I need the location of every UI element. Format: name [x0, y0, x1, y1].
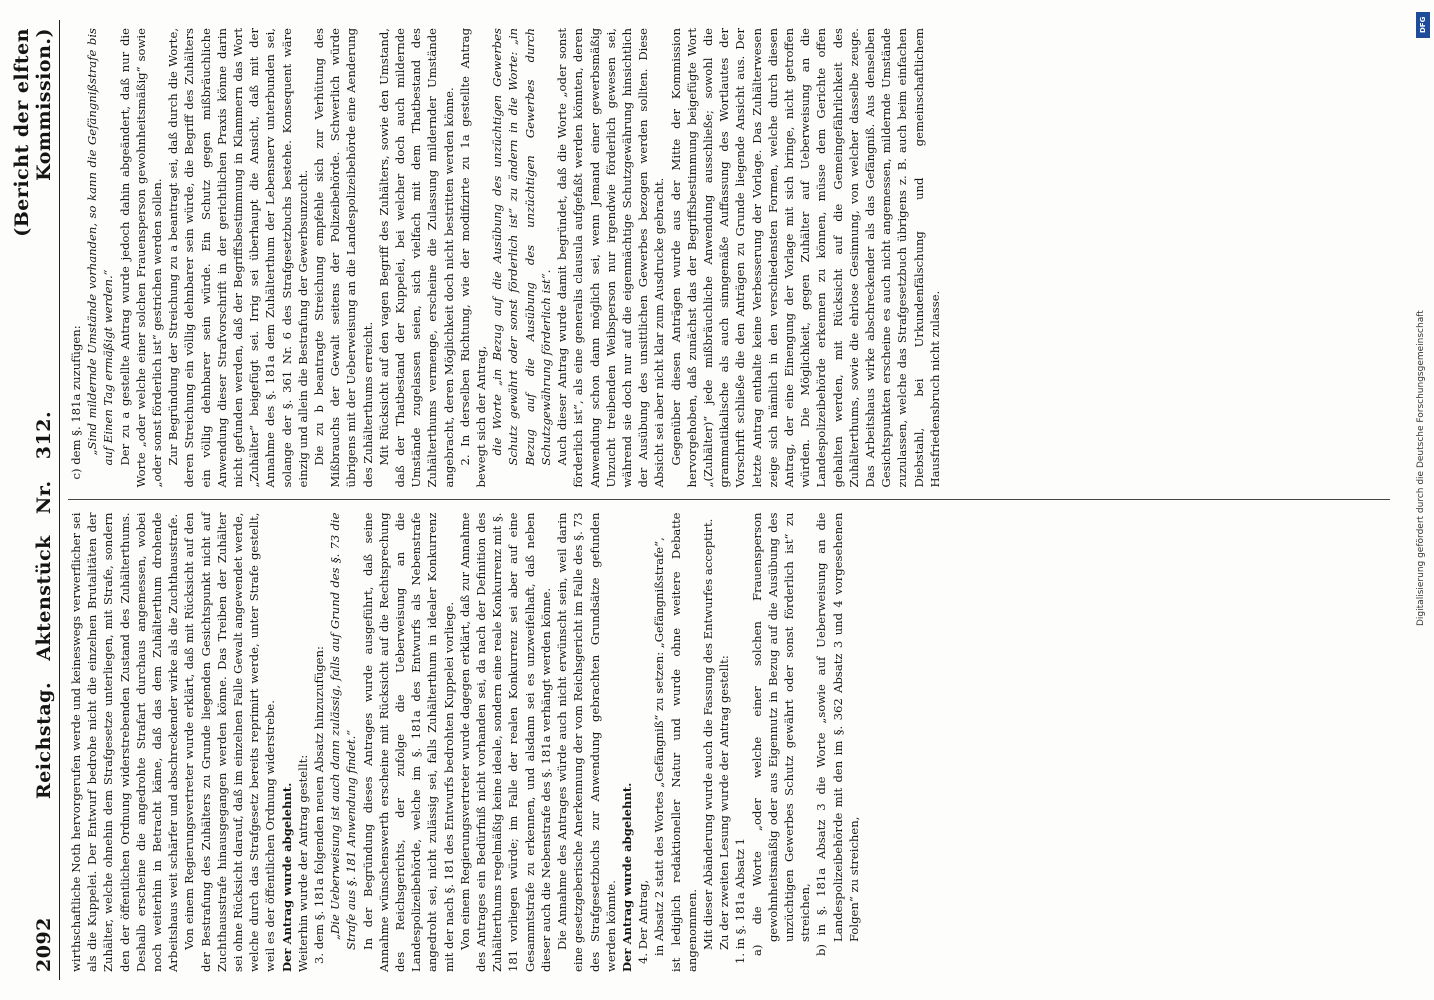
left-column	[68, 505, 1390, 981]
page-header-title: Reichstag. Aktenstück Nr. 312.	[33, 410, 55, 800]
rotated-newspaper-page	[11, 10, 1398, 990]
paragraph: in Absatz 2 statt des Wortes „Gefängniß“ zu setzen: „Gefängnißstrafe“,	[652, 537, 667, 956]
right-column	[68, 20, 1390, 496]
dfg-logo-icon: DFG	[1416, 12, 1430, 38]
page-number: 2092	[33, 917, 55, 972]
paragraph: c) dem §. 181a zuzufügen:	[69, 325, 83, 480]
paragraph: Von einem Regierungsvertreter wurde erklärt, daß mit Rücksicht auf den der Bestrafung des Zuhälters zu Grunde liegenden Gesichtspunkt nicht auf Zuchthausstrafe hinausgegangen werden könne. Das Treiben der Zuhälter sei ohne Rücksicht darauf, daß im einzelnen Falle Gewalt angewendet werde, welche durch das Strafgesetz bereits reprimirt werde, unter Strafe gestellt, weil es der öffentlichen Ordnung widerstrebe.	[182, 512, 278, 972]
paragraph: Die Annahme des Antrages würde auch nicht erwünscht sein, weil darin eine gesetzgeberische Anerkennung der vom Reichsgericht im Falle des §. 73 des Strafgesetzbuchs zur Anwendung gebrachten Grundsätze gefunden werden könnte.	[555, 512, 618, 972]
paragraph: Zur Begründung der Streichung zu a beantragt sei, daß durch die Worte, deren Streichung ein völlig dehnbarer sein würde, die Begriff des Zuhälters ein völlig dehnbarer sein würde. Ein Schutz gegen mißbräuchliche Anwendung dieser Strafvorschrift in der gerichtlichen Praxis könne darin nicht gefunden werden, daß der Begriffsbestimmung in Klammern das Wort „Zuhälter“ beigefügt sei. Irrig sei überhaupt die Ansicht, daß mit der Annahme des §. 181a dem Zuhälterthum der Lebensnerv unterbunden sei, solange der §. 361 Nr. 6 des Strafgesetzbuchs bestehe. Konsequent wäre einzig und allein die Bestrafung der Gewerbsunzucht.	[166, 28, 310, 488]
page-header	[11, 20, 60, 980]
digitization-note: Digitalisierung gefördert durch die Deutsche Forschungsgemeinschaft	[1416, 310, 1426, 626]
paragraph: Der zu a gestellte Antrag wurde jedoch dahin abgeändert, daß nur die Worte „oder welche einer solchen Frauensperson gewohnheitsmäßig“ sowie „oder sonst förderlich ist“ gestrichen werden sollen.	[117, 28, 165, 488]
paragraph: 2. In derselben Richtung, wie der modifizirte zu 1a gestellte Antrag bewegt sich der Antrag,	[457, 28, 489, 488]
paragraph: Der Antrag wurde abgelehnt.	[279, 782, 294, 972]
paragraph: „Sind mildernde Umstände vorhanden, so kann die Gefängnißstrafe bis auf Einen Tag ermäßigt werden.“	[85, 28, 116, 466]
column-divider	[68, 500, 1390, 501]
paragraph: Zu der zweiten Lesung wurde der Antrag gestellt:	[717, 655, 732, 950]
paragraph: Weiterhin wurde der Antrag gestellt:	[295, 754, 310, 972]
paragraph: Mit dieser Abänderung wurde auch die Fassung des Entwurfes acceptirt.	[700, 518, 715, 950]
paragraph: Von einem Regierungsvertreter wurde dagegen erklärt, daß zur Annahme des Antrages ein Bedürfniß nicht vorhanden sei, da nach der Definition des Zuhälterthums regelmäßig keine ideale, sondern eine reale Konkurrenz mit §. 181 vorliegen würde; im Falle der realen Konkurrenz sei aber auf eine Gesammtstrafe zu erkennen, und alsdann sei es unzweifelhaft, daß neben dieser auch die Nebenstrafe des §. 181a verhängt werden könne.	[457, 512, 553, 972]
page-header-section: (Bericht der elften Kommission.)	[11, 28, 55, 237]
paragraph: Auch dieser Antrag wurde damit begründet, daß die Worte „oder sonst förderlich ist“, als eine generalis clausula aufgefaßt werden könnten, deren Anwendung schon dann möglich sei, wenn Jemand einer gewerbsmäßig Unzucht treibenden Weibsperson nur irgendwie förderlich gewesen sei, während sie doch nur auf die eigenmächtige Schutzgewährung hinsichtlich der Ausübung des unsittlichen Gewerbes bezogen werden sollten. Diese Absicht sei aber nicht klar zum Ausdrucke gebracht.	[555, 28, 667, 488]
paragraph: 3. dem §. 181a folgenden neuen Absatz hinzuzufügen:	[312, 646, 327, 964]
paragraph: a) die Worte „oder welche einer solchen Frauensperson gewohnheitsmäßig oder aus Eigennutz in Bezug auf die Ausübung des unzüchtigen Gewerbes Schutz gewährt oder sonst förderlich ist“ zu streichen,	[749, 512, 813, 956]
paragraph: die Worte „in Bezug auf die Ausübung des unzüchtigen Gewerbes Schutz gewährt oder sonst förderlich ist“ zu ändern in die Worte: „in Bezug auf die Ausübung des unzüchtigen Gewerbes durch Schutzgewährung förderlich ist“.	[490, 28, 553, 466]
paragraph: Der Antrag wurde abgelehnt.	[619, 782, 634, 972]
paragraph: b) in §. 181a Absatz 3 die Worte „sowie auf Ueberweisung an die Landespolizeibehörde mit den im §. 362 Absatz 3 und 4 vorgesehenen Folgen“ zu streichen,	[814, 512, 861, 956]
paragraph: Gegenüber diesen Anträgen wurde aus der Mitte der Kommission hervorgehoben, daß zunächst das der Begriffsbestimmung beigefügte Wort „(Zuhälter)“ jede mißbräuchliche Anwendung ausschließe; sowohl die grammatikalische als auch sinngemäße Auffassung des Wortlautes der Vorschrift schließe die den Anträgen zu Grunde liegende Ansicht aus. Der letzte Antrag enthalte keine Verbesserung der Vorlage. Das Zuhälterwesen zeige sich nämlich in den verschiedensten Formen, welche durch diesen Antrag, der eine Einengung der Vorlage mit sich bringe, nicht getroffen würden. Die Möglichkeit, gegen Zuhälter auf Ueberweisung an die Landespolizeibehörde erkennen zu können, müsse dem Gerichte offen gehalten werden, mit Rücksicht auf die Gemeingefährlichkeit des Zuhälterthums, sowie die ehrlose Gesinnung, von welcher dasselbe zeuge. Das Arbeitshaus wirke abschreckender als das Gefängniß. Aus denselben Gesichtspunkten erscheine es auch nicht angemessen, mildernde Umstände zuzulassen, welche das Strafgesetzbuch übrigens z. B. auch beim einfachen Diebstahl, bei Urkundenfälschung und gemeinschaftlichem Hausfriedensbruch nicht zulasse.	[668, 28, 942, 488]
digitization-sidebar	[1412, 6, 1434, 1000]
paragraph: 1. in §. 181a Absatz 1	[733, 838, 748, 964]
paragraph: „Die Ueberweisung ist auch dann zulässig, falls auf Grund des §. 73 die Strafe aus §. 181 Anwendung findet.“	[328, 512, 359, 950]
paragraph: Mit Rücksicht auf den vagen Begriff des Zuhälters, sowie den Umstand, daß der Thatbestand der Kuppelei, bei welcher doch auch mildernde Umstände zugelassen seien, sich vielfach mit dem Thatbestand des Zuhälterthums vermenge, erscheine die Zulassung mildernder Umstände angebracht, deren Möglichkeit doch nicht bestritten werden könne.	[376, 28, 456, 488]
paragraph: 4. Der Antrag,	[636, 879, 651, 964]
paragraph: Die zu b beantragte Streichung empfehle sich zur Verhütung des Mißbrauchs der Gewalt seitens der Polizeibehörde. Schwerlich würde übrigens mit der Ueberweisung an die Landespolizeibehörde eine Aenderung des Zuhälterthums erreicht.	[312, 28, 375, 488]
text-columns	[68, 20, 1390, 980]
paragraph: wirthschaftliche Noth hervorgerufen werde und keineswegs verwerflicher sei als die Kuppelei. Der Entwurf bedrohe nicht die einzelnen Brutalitäten der Zuhälter, welche ohnehin dem Strafgesetze unterliegen, mit Strafe, sondern den der öffentlichen Ordnung widerstrebenden Zustand des Zuhälterthums. Deshalb erscheine die angedrohte Strafart durchaus angemessen, wobei noch weiterhin in Betracht käme, daß das dem Zuhälterthum drohende Arbeitshaus weit schärfer und abschreckender wirke als die Zuchthausstrafe.	[69, 512, 181, 972]
paragraph: In der Begründung dieses Antrages wurde ausgeführt, daß seine Annahme wünschenswerth erscheine mit Rücksicht auf die Rechtsprechung des Reichsgerichts, der zufolge die Ueberweisung an die Landespolizeibehörde, welche im §. 181a des Entwurfs als Nebenstrafe angedroht sei, nicht zulässig sei, falls Zuhälterthum in idealer Konkurrenz mit der nach §. 181 des Entwurfs bedrohten Kuppelei vorliege.	[360, 512, 456, 972]
paragraph: ist lediglich redaktioneller Natur und wurde ohne weitere Debatte angenommen.	[668, 512, 699, 972]
